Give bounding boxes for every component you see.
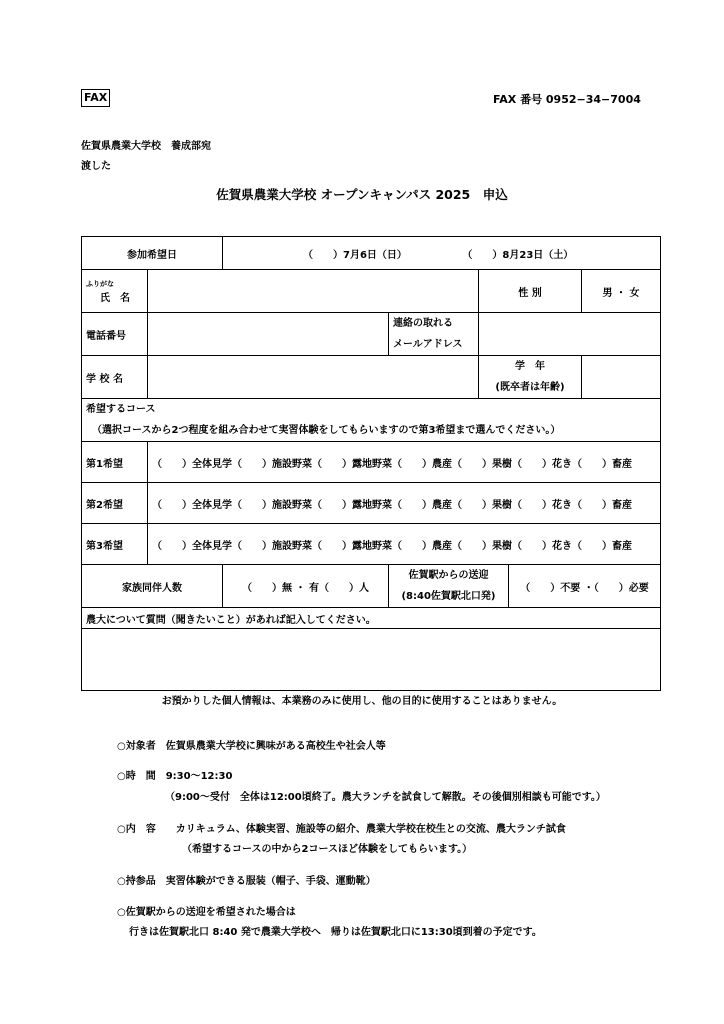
application-form xyxy=(81,236,661,691)
choice-options-1[interactable]: （ ）全体見学（ ）施設野菜（ ）露地野菜（ ）農産（ ）果樹（ ）花き（ ）畜産 xyxy=(148,442,661,483)
choice-options-3[interactable]: （ ）全体見学（ ）施設野菜（ ）露地野菜（ ）農産（ ）果樹（ ）花き（ ）畜産 xyxy=(148,524,661,565)
target-note: ○対象者 佐賀県農業大学校に興味がある高校生や社会人等 xyxy=(117,741,386,752)
email-label-line-1: 連絡の取れる xyxy=(393,318,453,329)
school-field[interactable] xyxy=(148,356,479,399)
recipient: 佐賀県農業大学校 養成部宛 xyxy=(81,141,211,152)
furigana-label: ふりがな xyxy=(86,279,114,288)
time-detail-note: （9:00～受付 全体は12:00頃終了。農大ランチを試食して解散。その後個別相談も可能です。） xyxy=(165,792,606,803)
content-note: ○内 容 カリキュラム、体験実習、施設等の紹介、農業大学校在校生との交流、農大ランチ試食 xyxy=(117,824,566,835)
date-options[interactable] xyxy=(223,237,661,270)
date-option-2[interactable]: （ ）8月23日（土） xyxy=(462,249,574,261)
gender-label: 性 別 xyxy=(479,270,582,313)
fax-label: FAX xyxy=(81,89,110,107)
date-label: 参加希望日 xyxy=(82,237,223,270)
school-label: 学 校 名 xyxy=(82,356,148,399)
gender-field[interactable]: 男 ・ 女 xyxy=(582,270,661,313)
choice-label: 第2希望 xyxy=(82,483,148,524)
date-option-1[interactable]: （ ）7月6日（日） xyxy=(303,249,407,261)
privacy-notice: お預かりした個人情報は、本業務のみに使用し、他の目的に使用することはありません。 xyxy=(161,696,563,707)
course-instruction-cell xyxy=(82,399,661,442)
grade-field[interactable] xyxy=(582,356,661,399)
shuttle-note: ○佐賀駅からの送迎を希望された場合は xyxy=(117,907,296,918)
bring-note: ○持参品 実習体験ができる服装（帽子、手袋、運動靴） xyxy=(117,876,376,887)
shuttle-detail-note: 行きは佐賀駅北口 8:40 発で農業大学校へ 帰りは佐賀駅北口に13:30頃到着の予定です。 xyxy=(129,927,542,938)
content-detail-note: （希望するコースの中から2コースほど体験をしてもらいます。） xyxy=(182,844,473,855)
name-field[interactable] xyxy=(148,270,479,313)
time-note: ○時 間 9:30～12:30 xyxy=(117,771,233,782)
shuttle-label-cell xyxy=(389,565,509,608)
fax-number: FAX 番号 0952−34−7004 xyxy=(493,93,641,106)
handover-note: 渡した xyxy=(81,161,111,172)
choice-label: 第3希望 xyxy=(82,524,148,565)
shuttle-field[interactable]: （ ）不要 ・（ ）必要 xyxy=(509,565,661,608)
course-instruction: （選択コースから2つ程度を組み合わせて実習体験をしてもらいますので第3希望まで選んでください。） xyxy=(92,425,561,436)
phone-label: 電話番号 xyxy=(82,313,148,356)
email-field[interactable] xyxy=(479,313,661,356)
grade-label-line-1: 学 年 xyxy=(515,361,545,372)
email-label-line-2: メールアドレス xyxy=(393,339,463,350)
grade-label-line-2: (既卒者は年齢) xyxy=(495,382,565,393)
shuttle-label-line-2: (8:40佐賀駅北口発) xyxy=(401,591,496,602)
name-label: 氏 名 xyxy=(100,292,130,304)
questions-field[interactable] xyxy=(82,629,661,691)
companions-field[interactable]: （ ）無 ・ 有（ ）人 xyxy=(223,565,389,608)
phone-field[interactable] xyxy=(148,313,389,356)
choice-options-2[interactable]: （ ）全体見学（ ）施設野菜（ ）露地野菜（ ）農産（ ）果樹（ ）花き（ ）畜産 xyxy=(148,483,661,524)
companions-label: 家族同伴人数 xyxy=(82,565,223,608)
email-label-cell xyxy=(389,313,479,356)
choice-label: 第1希望 xyxy=(82,442,148,483)
grade-label-cell xyxy=(479,356,582,399)
shuttle-label-line-1: 佐賀駅からの送迎 xyxy=(408,570,489,581)
questions-label: 農大について質問（聞きたいこと）があれば記入してください。 xyxy=(82,608,661,629)
course-label: 希望するコース xyxy=(86,404,156,415)
page-title: 佐賀県農業大学校 オープンキャンパス 2025 申込 xyxy=(216,187,508,202)
name-label-cell xyxy=(82,270,148,313)
